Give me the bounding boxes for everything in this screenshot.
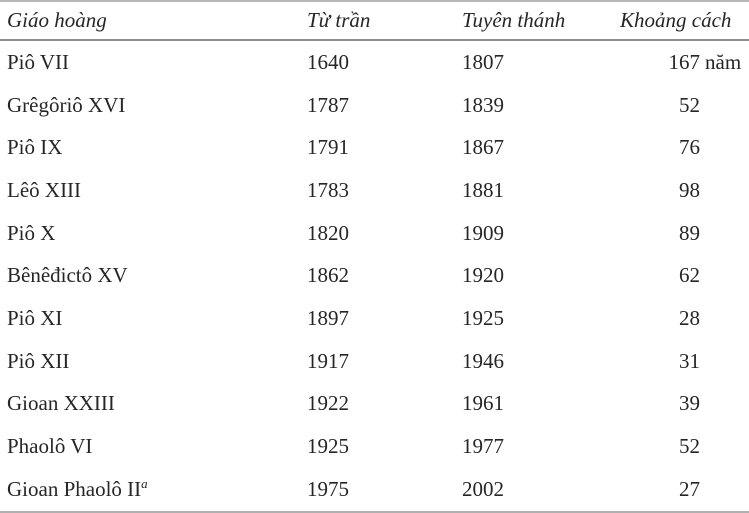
gap-value: 27 xyxy=(679,476,700,501)
pope-name: Piô IX xyxy=(7,135,63,160)
canonized-year-cell: 1920 xyxy=(462,263,504,288)
died-year-cell: 1917 xyxy=(307,348,349,373)
table-row xyxy=(0,84,749,127)
table-row xyxy=(0,254,749,297)
died-year-cell: 1922 xyxy=(307,391,349,416)
pope-name: Bênêđictô XV xyxy=(7,263,128,288)
pope-footnote-marker: a xyxy=(141,475,148,491)
gap-cell xyxy=(620,92,749,117)
table-row xyxy=(0,212,749,255)
table-body xyxy=(0,41,749,511)
canonized-year-cell: 1867 xyxy=(462,135,504,160)
gap-value: 62 xyxy=(679,263,700,288)
pope-name: Piô XII xyxy=(7,348,70,373)
gap-value: 28 xyxy=(679,305,700,330)
canonized-year-cell: 1807 xyxy=(462,49,504,74)
pope-name-cell xyxy=(0,92,307,117)
table-row xyxy=(0,468,749,511)
gap-value: 76 xyxy=(679,135,700,160)
gap-cell xyxy=(620,305,749,330)
gap-value: 52 xyxy=(679,434,700,459)
died-year-cell: 1820 xyxy=(307,220,349,245)
died-year-cell: 1787 xyxy=(307,92,349,117)
died-year-cell: 1975 xyxy=(307,476,349,501)
pope-name: Grêgôriô XVI xyxy=(7,92,126,117)
gap-value: 167 xyxy=(668,49,700,74)
table-row xyxy=(0,169,749,212)
canonized-year-cell: 1977 xyxy=(462,434,504,459)
pope-name-cell xyxy=(0,348,307,373)
canonized-year-cell: 1909 xyxy=(462,220,504,245)
gap-value: 98 xyxy=(679,177,700,202)
col-header-pope: Giáo hoàng xyxy=(7,8,107,32)
gap-cell xyxy=(620,436,749,457)
died-year-cell: 1783 xyxy=(307,177,349,202)
died-year-cell: 1897 xyxy=(307,305,349,330)
gap-value: 31 xyxy=(679,348,700,373)
gap-cell xyxy=(620,476,749,501)
col-header-canonized: Tuyên thánh xyxy=(462,8,566,32)
pope-name-cell xyxy=(0,220,307,245)
died-year-cell: 1862 xyxy=(307,263,349,288)
pope-name: Piô X xyxy=(7,220,56,245)
died-year-cell: 1925 xyxy=(307,434,349,459)
gap-value: 39 xyxy=(679,391,700,416)
gap-cell xyxy=(620,348,749,373)
table-row xyxy=(0,297,749,340)
pope-name-cell xyxy=(0,475,307,501)
gap-cell xyxy=(620,177,749,202)
died-year-cell: 1791 xyxy=(307,135,349,160)
pope-name: Piô XI xyxy=(7,305,63,330)
gap-cell xyxy=(620,265,749,286)
col-header-died: Từ trần xyxy=(307,8,371,32)
table-row xyxy=(0,340,749,383)
pope-name-cell xyxy=(0,305,307,330)
canonized-year-cell: 1925 xyxy=(462,305,504,330)
canonized-year-cell: 2002 xyxy=(462,476,504,501)
gap-cell xyxy=(620,49,749,74)
pope-name-cell xyxy=(0,393,307,414)
pope-name: Gioan Phaolô II xyxy=(7,476,142,501)
table-row xyxy=(0,126,749,169)
table-row xyxy=(0,383,749,426)
canonized-year-cell: 1881 xyxy=(462,177,504,202)
pope-name: Piô VII xyxy=(7,49,70,74)
canonized-year-cell: 1961 xyxy=(462,391,504,416)
col-header-gap: Khoảng cách xyxy=(620,8,732,32)
gap-cell xyxy=(620,220,749,245)
pope-name-cell xyxy=(0,436,307,457)
gap-value: 52 xyxy=(679,92,700,117)
gap-cell xyxy=(620,137,749,158)
pope-name: Phaolô VI xyxy=(7,434,93,459)
pope-name-cell xyxy=(0,49,307,74)
died-year-cell: 1640 xyxy=(307,49,349,74)
canonized-year-cell: 1839 xyxy=(462,92,504,117)
pope-name-cell xyxy=(0,265,307,286)
table-header-row xyxy=(0,2,749,41)
pope-name-cell xyxy=(0,177,307,202)
gap-unit: năm xyxy=(705,49,742,74)
gap-value: 89 xyxy=(679,220,700,245)
pope-name: Lêô XIII xyxy=(7,177,82,202)
pope-name-cell xyxy=(0,137,307,158)
canonized-year-cell: 1946 xyxy=(462,348,504,373)
table-row xyxy=(0,425,749,468)
gap-cell xyxy=(620,393,749,414)
table-row xyxy=(0,41,749,84)
pope-name: Gioan XXIII xyxy=(7,391,115,416)
